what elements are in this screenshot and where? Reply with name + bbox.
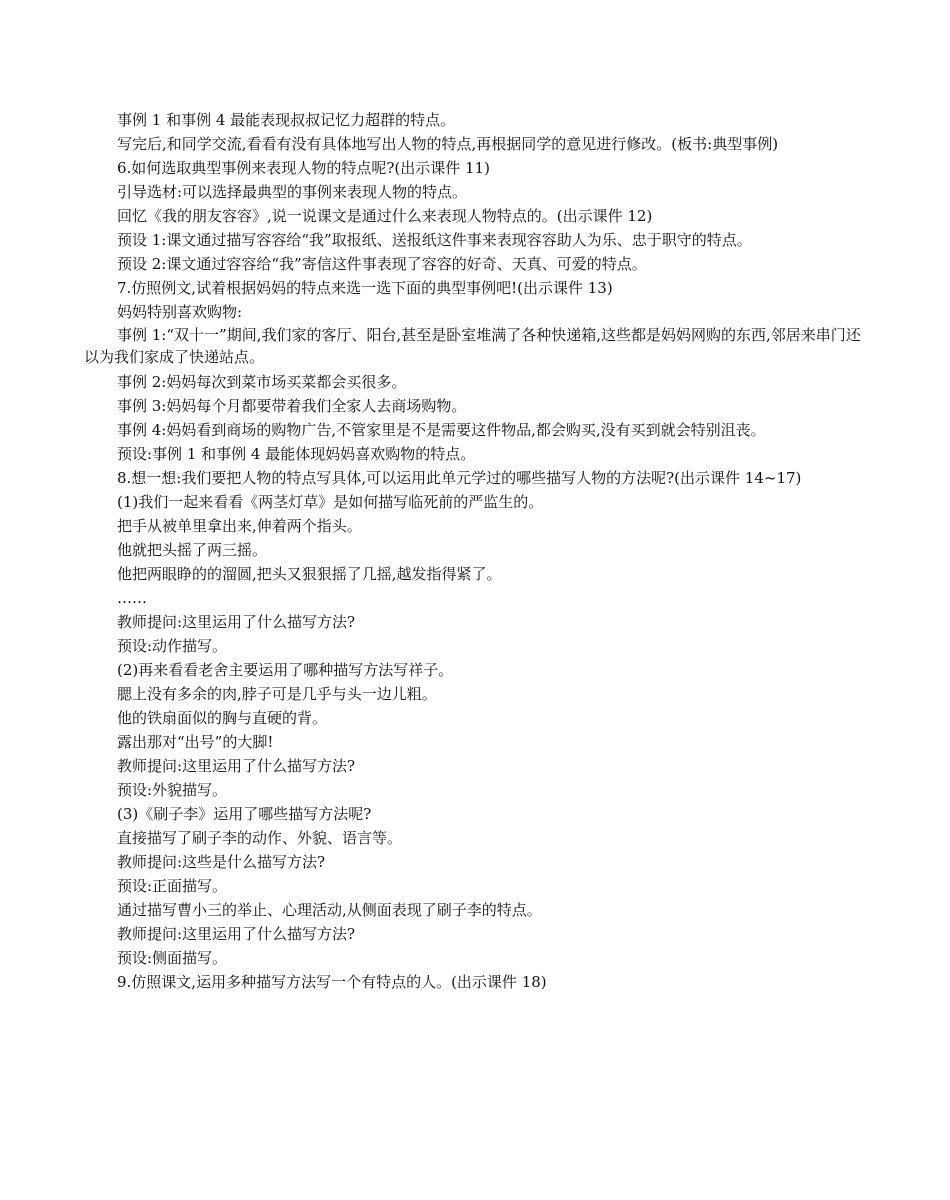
document-body	[0, 108, 950, 994]
paragraph: 露出那对“出号”的大脚!	[117, 733, 274, 751]
paragraph: 9.仿照课文,运用多种描写方法写一个有特点的人。(出示课件 18)	[117, 973, 547, 991]
paragraph: 事例 1:“双十一”期间,我们家的客厅、阳台,甚至是卧室堆满了各种快递箱,这些都是妈妈网购的东西,邻居来串门还以为我们家成了快递站点。	[84, 326, 861, 366]
paragraph: 教师提问:这些是什么描写方法?	[117, 853, 326, 871]
paragraph: 回忆《我的朋友容容》,说一说课文是通过什么来表现人物特点的。(出示课件 12)	[117, 207, 653, 225]
paragraph: 事例 1 和事例 4 最能表现叔叔记忆力超群的特点。	[117, 111, 456, 129]
paragraph: 预设 1:课文通过描写容容给“我”取报纸、送报纸这件事来表现容容助人为乐、忠于职守的特点。	[117, 231, 752, 249]
paragraph: 通过描写曹小三的举止、心理活动,从侧面表现了刷子李的特点。	[117, 901, 542, 919]
paragraph: 直接描写了刷子李的动作、外貌、语言等。	[117, 829, 403, 847]
paragraph: 预设:正面描写。	[117, 877, 228, 895]
paragraph: 预设:外貌描写。	[117, 781, 228, 799]
paragraph: 教师提问:这里运用了什么描写方法?	[117, 757, 356, 775]
paragraph: 预设:动作描写。	[117, 637, 228, 655]
paragraph: 8.想一想:我们要把人物的特点写具体,可以运用此单元学过的哪些描写人物的方法呢?(出示课件 14~17)	[117, 469, 802, 487]
paragraph: 预设:事例 1 和事例 4 最能体现妈妈喜欢购物的特点。	[117, 445, 476, 463]
paragraph: ……	[117, 589, 147, 607]
paragraph: 事例 2:妈妈每次到菜市场买菜都会买很多。	[117, 373, 407, 391]
paragraph: 预设:侧面描写。	[117, 949, 228, 967]
paragraph: (3)《刷子李》运用了哪些描写方法呢?	[117, 805, 372, 823]
paragraph: 预设 2:课文通过容容给“我”寄信这件事表现了容容的好奇、天真、可爱的特点。	[117, 255, 647, 273]
paragraph: 引导选材:可以选择最典型的事例来表现人物的特点。	[117, 183, 468, 201]
paragraph: 事例 4:妈妈看到商场的购物广告,不管家里是不是需要这件物品,都会购买,没有买到就会特别沮丧。	[117, 421, 766, 439]
paragraph: 事例 3:妈妈每个月都要带着我们全家人去商场购物。	[117, 397, 467, 415]
paragraph: 7.仿照例文,试着根据妈妈的特点来选一选下面的典型事例吧!(出示课件 13)	[117, 279, 613, 297]
paragraph: (2)再来看看老舍主要运用了哪种描写方法写祥子。	[117, 661, 454, 679]
paragraph: 6.如何选取典型事例来表现人物的特点呢?(出示课件 11)	[117, 159, 490, 177]
paragraph: 他把两眼睁的的溜圆,把头又狠狠摇了几摇,越发指得紧了。	[117, 565, 502, 583]
paragraph: 妈妈特别喜欢购物:	[117, 303, 243, 321]
paragraph: 教师提问:这里运用了什么描写方法?	[117, 925, 356, 943]
paragraph: 把手从被单里拿出来,伸着两个指头。	[117, 517, 362, 535]
paragraph: 他就把头摇了两三摇。	[117, 541, 268, 559]
paragraph: 腮上没有多余的肉,脖子可是几乎与头一边儿粗。	[117, 685, 437, 703]
paragraph: (1)我们一起来看看《两茎灯草》是如何描写临死前的严监生的。	[117, 493, 544, 511]
paragraph: 教师提问:这里运用了什么描写方法?	[117, 613, 356, 631]
paragraph: 写完后,和同学交流,看看有没有具体地写出人物的特点,再根据同学的意见进行修改。(板书:典型事例)	[117, 135, 779, 153]
paragraph: 他的铁扇面似的胸与直硬的背。	[117, 709, 328, 727]
